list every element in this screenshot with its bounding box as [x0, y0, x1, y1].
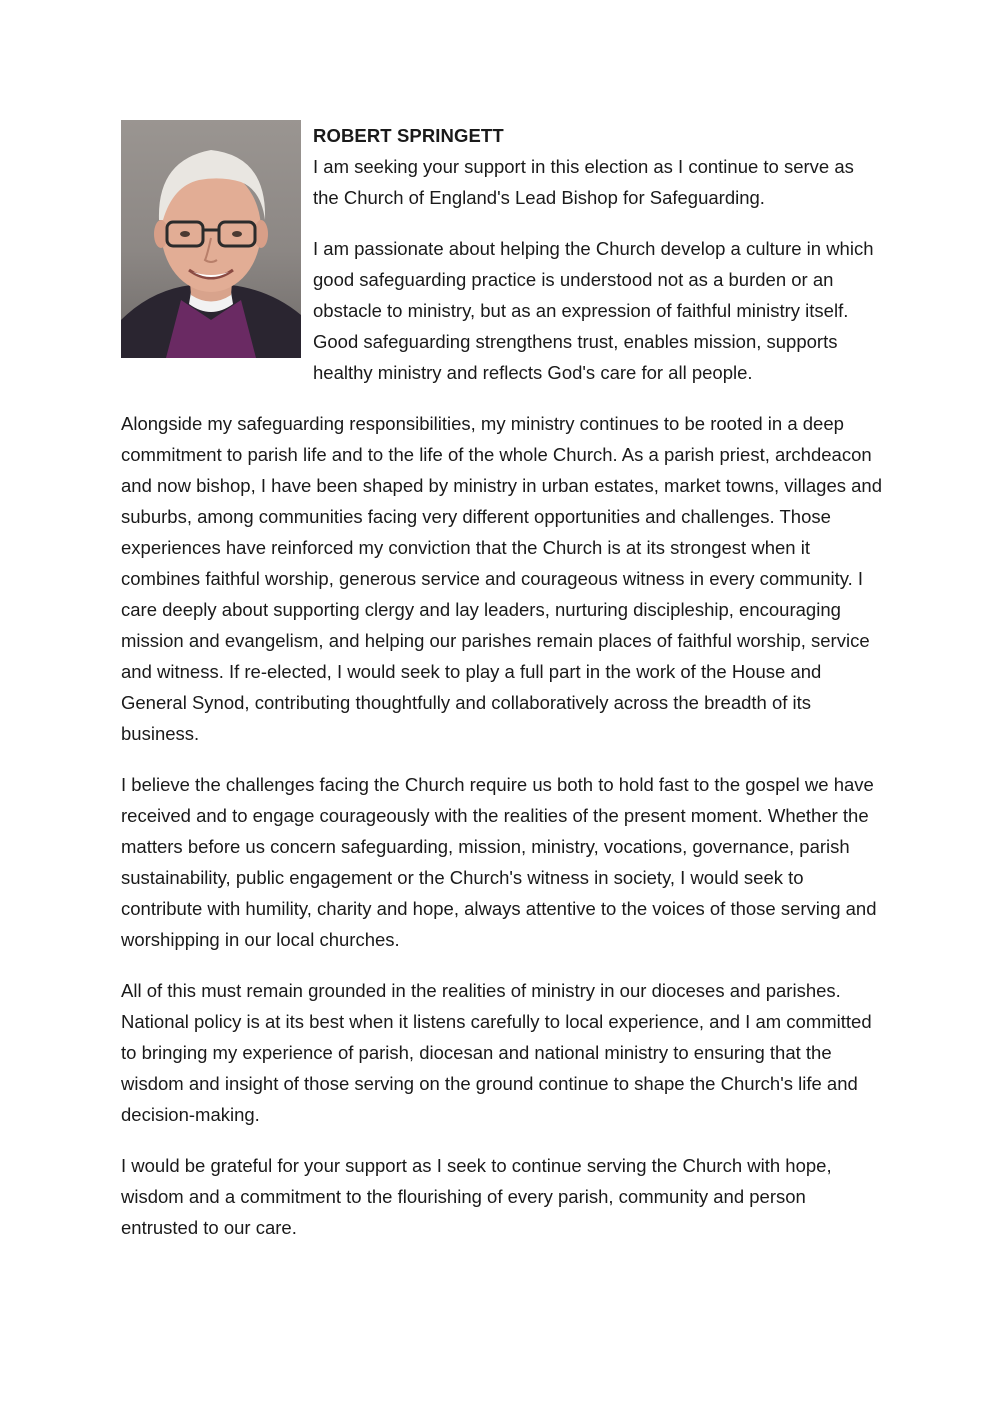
- statement-paragraph-1: I am seeking your support in this election as I continue to serve as the Church of England's Lead Bishop for Safeguarding.: [313, 156, 854, 208]
- statement-paragraph-4: I believe the challenges facing the Church require us both to hold fast to the gospel we have received and to engage courageously with the realities of the present moment. Whether the matters before us concern safeguarding, mission, ministry, vocations, governance, parish sustainability, public engagement or the Church's witness in society, I would seek to contribute with humility, charity and hope, always attentive to the voices of those serving and worshipping in our local churches.: [121, 774, 877, 950]
- candidate-name: ROBERT SPRINGETT: [313, 125, 504, 146]
- statement-paragraph-5: All of this must remain grounded in the realities of ministry in our dioceses and parishes. National policy is at its best when it listens carefully to local experience, and I am committed to bringing my experience of parish, diocesan and national ministry to ensuring that the wisdom and insight of those serving on the ground continue to shape the Church's life and decision-making.: [121, 980, 872, 1125]
- candidate-portrait: [121, 120, 301, 358]
- candidate-statement: [121, 120, 883, 1263]
- portrait-image: [121, 120, 301, 358]
- statement-paragraph-3: Alongside my safeguarding responsibilities, my ministry continues to be rooted in a deep commitment to parish life and to the life of the whole Church. As a parish priest, archdeacon and now bishop, I have been shaped by ministry in urban estates, market towns, villages and suburbs, among communities facing very different opportunities and challenges. Those experiences have reinforced my conviction that the Church is at its strongest when it combines faithful worship, generous service and courageous witness in every community. I care deeply about supporting clergy and lay leaders, nurturing discipleship, encouraging mission and evangelism, and helping our parishes remain places of faithful worship, service and witness. If re-elected, I would seek to play a full part in the work of the House and General Synod, contributing thoughtfully and collaboratively across the breadth of its business.: [121, 413, 882, 744]
- statement-paragraph-6: I would be grateful for your support as I seek to continue serving the Church with hope, wisdom and a commitment to the flourishing of every parish, community and person entrusted to our care.: [121, 1155, 832, 1238]
- statement-paragraph-2: I am passionate about helping the Church develop a culture in which good safeguarding practice is understood not as a burden or an obstacle to ministry, but as an expression of faithful ministry itself. Good safeguarding strengthens trust, enables mission, supports healthy ministry and reflects God's care for all people.: [313, 238, 874, 383]
